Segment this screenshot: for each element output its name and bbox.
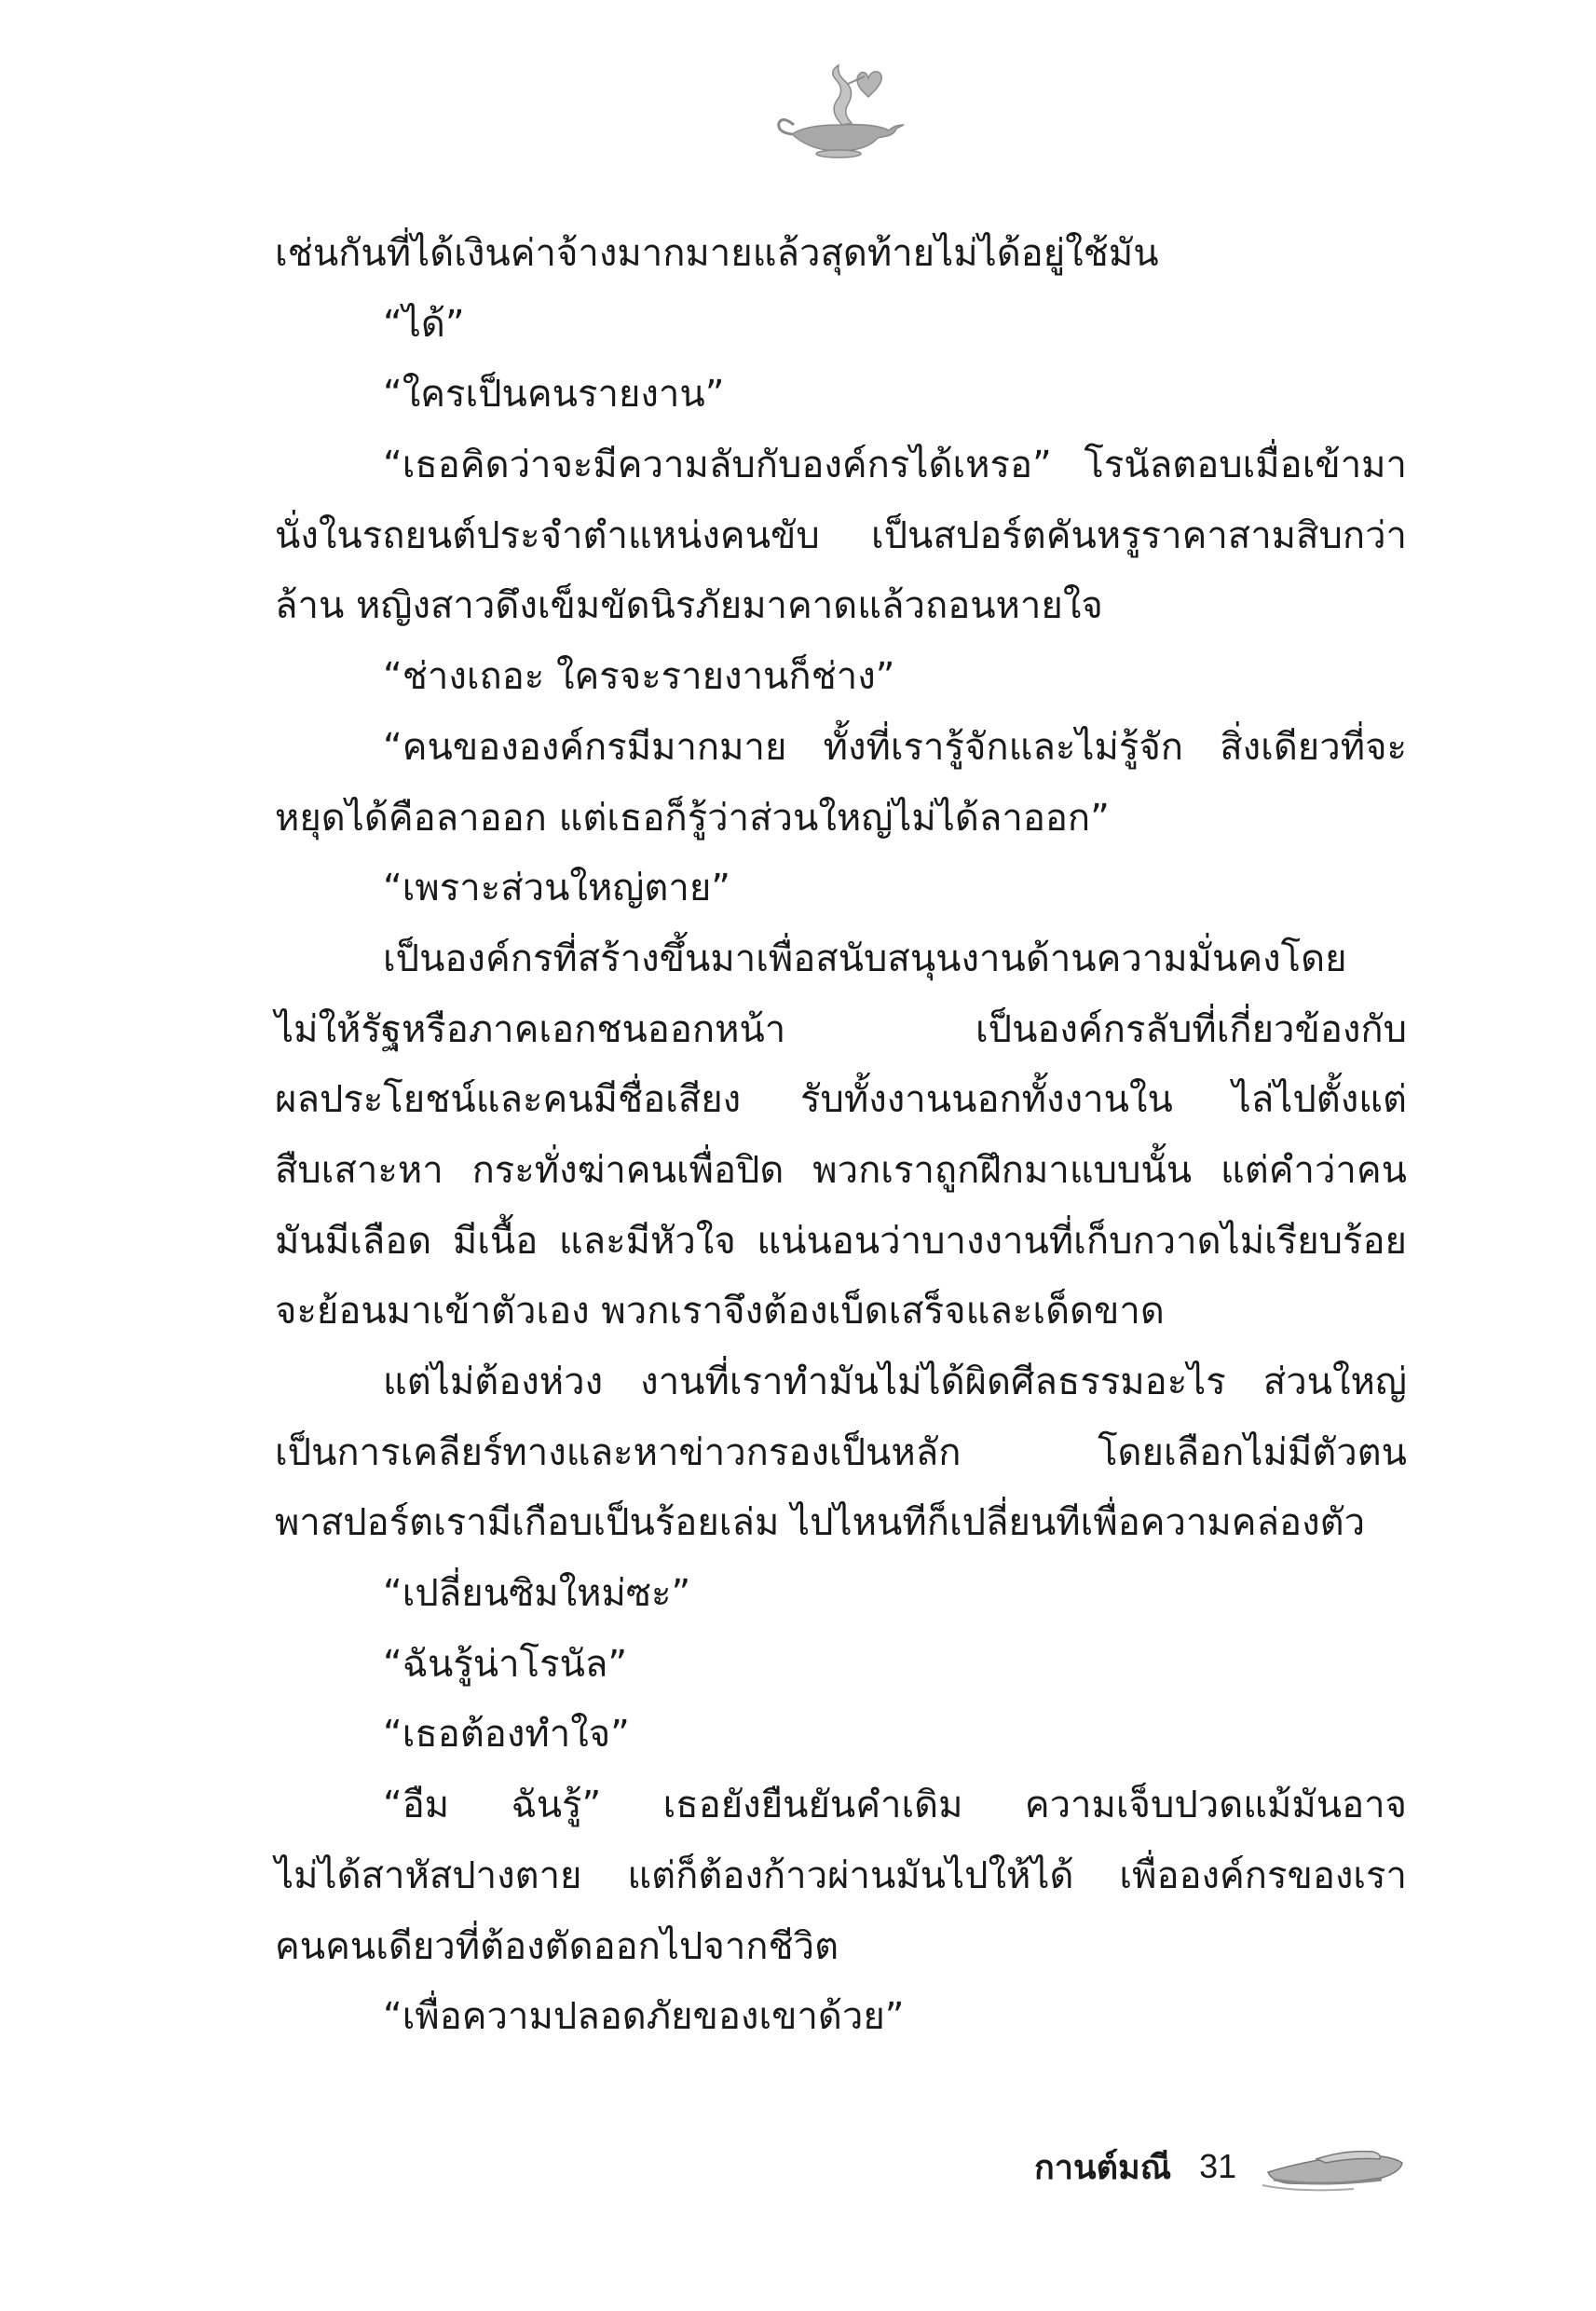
paragraph xyxy=(275,1982,1407,2053)
body-text xyxy=(275,219,1407,2053)
text-line: หยุดได้คือลาออก แต่เธอก็รู้ว่าส่วนใหญ่ไม่ได้ลาออก” xyxy=(275,796,1110,840)
text-line: “เธอคิดว่าจะมีความลับกับองค์กรได้เหรอ” โรนัลตอบเมื่อเข้ามา xyxy=(383,444,1407,487)
text-line: ไม่ได้สาหัสปางตาย แต่ก็ต้องก้าวผ่านมันไปให้ได้ เพื่อองค์กรของเรา xyxy=(275,1853,1407,1897)
paragraph xyxy=(275,1771,1407,1982)
paragraph xyxy=(275,1630,1407,1701)
paragraph xyxy=(275,360,1407,431)
text-line: เป็นองค์กรที่สร้างขึ้นมาเพื่อสนับสนุนงานด้านความมั่นคงโดย xyxy=(383,937,1347,980)
paragraph xyxy=(275,290,1407,361)
text-line: จะย้อนมาเข้าตัวเอง พวกเราจึงต้องเบ็ดเสร็จและเด็ดขาด xyxy=(275,1290,1165,1333)
text-line: “ได้” xyxy=(383,302,465,346)
text-line: ไม่ให้รัฐหรือภาคเอกชนออกหน้า เป็นองค์กรลับที่เกี่ยวข้องกับ xyxy=(275,1007,1407,1051)
paragraph xyxy=(275,854,1407,924)
text-line: “ฉันรู้น่าโรนัล” xyxy=(383,1642,628,1686)
paragraph xyxy=(275,431,1407,642)
text-line: “ใครเป็นคนรายงาน” xyxy=(383,373,725,417)
text-line: เป็นการเคลียร์ทางและหาข่าวกรองเป็นหลัก โดยเลือกไม่มีตัวตน xyxy=(275,1430,1407,1474)
text-line: ผลประโยชน์และคนมีชื่อเสียง รับทั้งงานนอกทั้งงานใน ไล่ไปตั้งแต่ xyxy=(275,1078,1407,1122)
text-line: “เพื่อความปลอดภัยของเขาด้วย” xyxy=(383,1995,905,2039)
speedboat-icon xyxy=(1261,2139,1410,2195)
paragraph xyxy=(275,642,1407,713)
page-number: 31 xyxy=(1199,2147,1237,2185)
text-line: “อืม ฉันรู้” เธอยังยืนยันคำเดิม ความเจ็บปวดแม้มันอาจ xyxy=(383,1784,1407,1827)
text-line: มันมีเลือด มีเนื้อ และมีหัวใจ แน่นอนว่าบางงานที่เก็บกวาดไม่เรียบร้อย xyxy=(275,1219,1407,1263)
text-line: คนคนเดียวที่ต้องตัดออกไปจากชีวิต xyxy=(275,1924,839,1968)
paragraph xyxy=(275,713,1407,854)
page-footer xyxy=(1034,2139,1410,2195)
text-line: ล้าน หญิงสาวดึงเข็มขัดนิรภัยมาคาดแล้วถอนหายใจ xyxy=(275,584,1103,628)
paragraph xyxy=(275,1347,1407,1559)
paragraph xyxy=(275,1559,1407,1630)
text-line: แต่ไม่ต้องห่วง งานที่เราทำมันไม่ได้ผิดศีลธรรมอะไร ส่วนใหญ่ xyxy=(383,1361,1407,1403)
text-line: “เธอต้องทำใจ” xyxy=(383,1713,630,1757)
text-line: “คนขององค์กรมีมากมาย ทั้งที่เรารู้จักและไม่รู้จัก สิ่งเดียวที่จะ xyxy=(383,725,1407,769)
paragraph xyxy=(275,219,1407,290)
text-line: “เพราะส่วนใหญ่ตาย” xyxy=(383,867,730,910)
book-title: กานต์มณี xyxy=(1034,2148,1172,2187)
paragraph xyxy=(275,924,1407,1347)
text-line: สืบเสาะหา กระทั่งฆ่าคนเพื่อปิด พวกเราถูกฝึกมาแบบนั้น แต่คำว่าคน xyxy=(275,1148,1407,1192)
genie-lamp-icon xyxy=(764,58,913,160)
text-line: นั่งในรถยนต์ประจำตำแหน่งคนขับ เป็นสปอร์ตคันหรูราคาสามสิบกว่า xyxy=(275,513,1407,557)
text-line: “ช่างเถอะ ใครจะรายงานก็ช่าง” xyxy=(383,655,895,699)
text-line: เช่นกันที่ได้เงินค่าจ้างมากมายแล้วสุดท้ายไม่ได้อยู่ใช้มัน xyxy=(275,232,1159,275)
text-line: “เปลี่ยนซิมใหม่ซะ” xyxy=(383,1572,691,1616)
text-line: พาสปอร์ตเรามีเกือบเป็นร้อยเล่ม ไปไหนทีก็เปลี่ยนทีเพื่อความคล่องตัว xyxy=(275,1501,1366,1545)
paragraph xyxy=(275,1700,1407,1771)
